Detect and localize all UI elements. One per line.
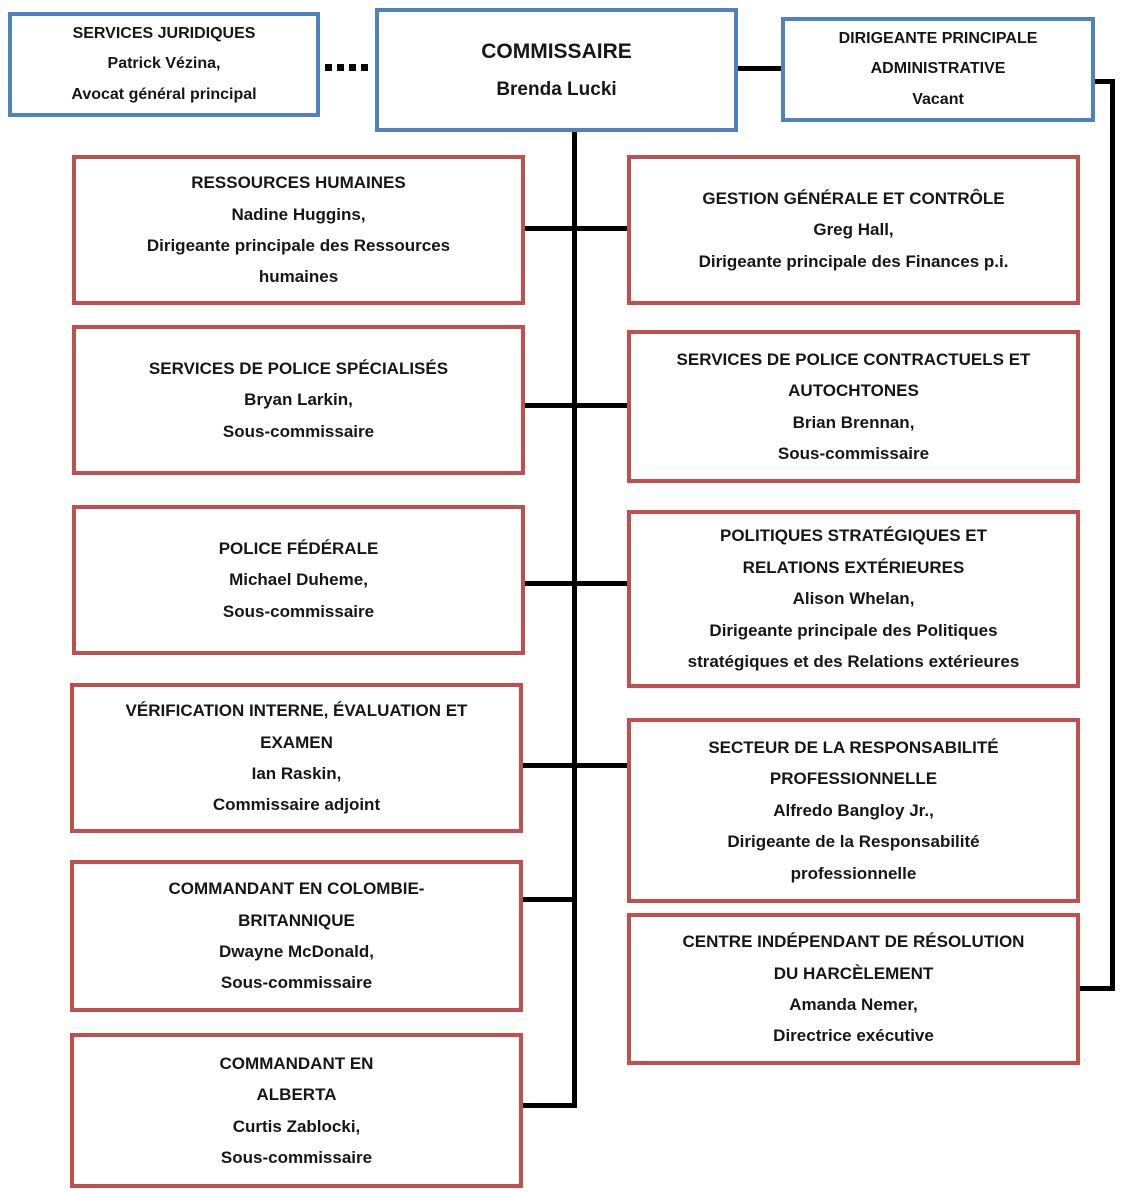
connector-right-drop [1110, 79, 1115, 991]
connector-harcelement-elbow [1080, 986, 1115, 991]
box-role-2: humaines [258, 267, 339, 287]
box-person: Michael Duheme, [229, 570, 368, 590]
box-title: RESSOURCES HUMAINES [191, 173, 406, 193]
box-role: Sous-commissaire [220, 1147, 373, 1167]
box-politiques-strategiques-relations-exterieures [627, 510, 1080, 688]
connector-branch-rh-ggc [523, 226, 629, 231]
box-person: Curtis Zablocki, [232, 1116, 361, 1136]
box-commandant-colombie-britannique [70, 860, 523, 1012]
connector-legal-commissaire-dotted [325, 64, 373, 71]
box-title-2: PROFESSIONNELLE [769, 769, 938, 789]
box-person: Greg Hall, [813, 220, 894, 240]
box-centre-independant-resolution-harcelement [627, 913, 1080, 1065]
connector-trunk [572, 130, 577, 1108]
box-title: SECTEUR DE LA RESPONSABILITÉ [708, 737, 999, 757]
box-title: VÉRIFICATION INTERNE, ÉVALUATION ET [125, 701, 468, 721]
box-role: Avocat général principal [71, 85, 257, 103]
box-role: Sous-commissaire [220, 973, 373, 993]
box-services-juridiques [8, 12, 320, 117]
box-gestion-generale-controle [627, 155, 1080, 305]
connector-branch-pf-psre [523, 581, 629, 586]
connector-branch-cb [521, 897, 577, 902]
box-title-2: EXAMEN [260, 732, 333, 752]
box-verification-interne-evaluation-examen [70, 683, 523, 833]
box-title: SERVICES JURIDIQUES [72, 24, 256, 42]
box-role: Sous-commissaire [222, 601, 375, 621]
connector-branch-alberta [521, 1103, 577, 1108]
box-person: Amanda Nemer, [789, 995, 918, 1014]
box-role: Dirigeante principale des Finances p.i. [698, 251, 1009, 271]
box-title: POLICE FÉDÉRALE [218, 538, 379, 558]
box-title-2: DU HARCÈLEMENT [773, 963, 934, 983]
connector-branch-sps-spca [523, 403, 629, 408]
box-title: SERVICES DE POLICE CONTRACTUELS ET [676, 349, 1031, 369]
box-role: Directrice exécutive [773, 1026, 934, 1046]
box-title: POLITIQUES STRATÉGIQUES ET [720, 526, 987, 546]
box-person: Brian Brennan, [792, 412, 915, 432]
box-dirigeante-principale-administrative [781, 17, 1095, 122]
box-person: Patrick Vézina, [107, 55, 221, 73]
box-police-federale [72, 505, 525, 655]
box-commandant-alberta [70, 1033, 523, 1188]
box-title: CENTRE INDÉPENDANT DE RÉSOLUTION [682, 932, 1025, 952]
box-secteur-responsabilite-professionnelle [627, 718, 1080, 903]
box-role: Sous-commissaire [777, 443, 930, 463]
box-role: Dirigeante de la Responsabilité [727, 832, 980, 852]
box-title-2: RELATIONS EXTÉRIEURES [742, 557, 965, 577]
connector-commissaire-dpa [738, 66, 782, 71]
box-person: Nadine Huggins, [231, 204, 366, 224]
box-person: Dwayne McDonald, [219, 942, 374, 961]
box-ressources-humaines [72, 155, 525, 305]
box-title-2: BRITANNIQUE [238, 910, 355, 930]
box-title: GESTION GÉNÉRALE ET CONTRÔLE [702, 188, 1005, 208]
box-person: Alfredo Bangloy Jr., [773, 800, 934, 820]
box-role-2: stratégiques et des Relations extérieures [687, 652, 1020, 672]
box-title-2: AUTOCHTONES [788, 381, 919, 401]
box-title: COMMANDANT EN COLOMBIE- [168, 879, 425, 899]
box-title: DIRIGEANTE PRINCIPALE [838, 29, 1038, 47]
box-person: Alison Whelan, [792, 589, 915, 609]
box-role: Sous-commissaire [222, 421, 375, 441]
box-person: Bryan Larkin, [244, 390, 353, 410]
box-title-2: ALBERTA [256, 1085, 337, 1105]
box-role: Dirigeante principale des Ressources [146, 236, 451, 255]
box-services-police-contractuels-autochtones [627, 330, 1080, 483]
box-title-2: ADMINISTRATIVE [870, 60, 1006, 78]
connector-branch-viee-srp [521, 763, 629, 768]
box-title: COMMANDANT EN [219, 1053, 374, 1073]
box-person: Ian Raskin, [251, 764, 342, 783]
box-person: Brenda Lucki [496, 78, 617, 100]
box-role: Commissaire adjoint [212, 795, 381, 815]
box-title: SERVICES DE POLICE SPÉCIALISÉS [148, 358, 449, 378]
box-role: Dirigeante principale des Politiques [709, 620, 998, 640]
box-commissaire [375, 8, 738, 132]
box-title: COMMISSAIRE [481, 40, 632, 63]
box-role-2: professionnelle [790, 863, 917, 883]
box-services-de-police-specialises [72, 325, 525, 475]
box-person: Vacant [912, 90, 964, 108]
